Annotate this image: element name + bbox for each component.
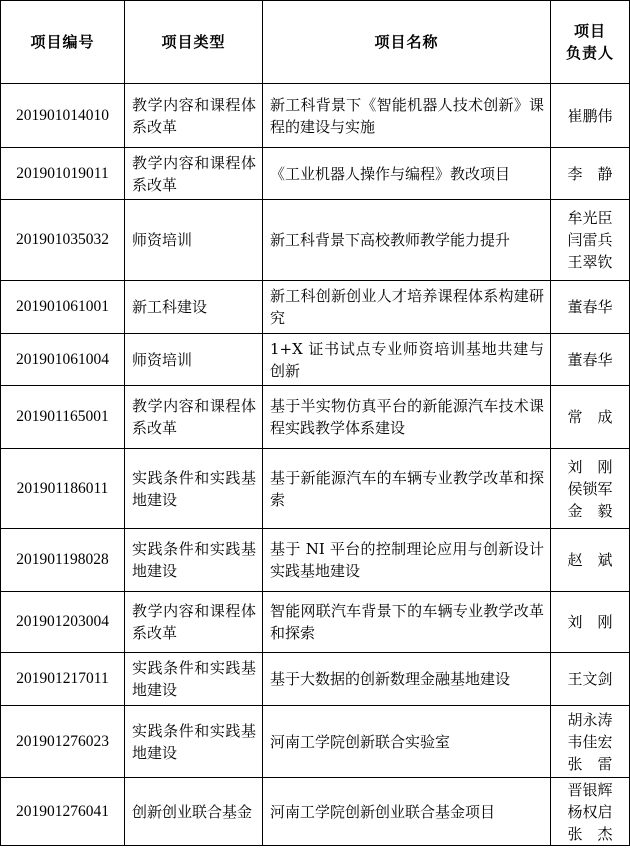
- project-type: 实践条件和实践基地建设: [125, 706, 263, 778]
- table-row: [1, 281, 630, 334]
- leader-name: 赵 斌: [567, 551, 613, 569]
- project-code: 201901203004: [1, 592, 125, 653]
- project-type: 师资培训: [125, 334, 263, 386]
- leader-name: 董春华: [567, 350, 613, 369]
- project-name: 新工科背景下高校教师教学能力提升: [263, 200, 551, 281]
- project-leaders: [551, 334, 630, 386]
- leader-name: 牟光臣: [567, 209, 613, 227]
- project-leaders: [551, 200, 630, 281]
- leader-name: 金 毅: [567, 501, 613, 520]
- table-row: [1, 386, 630, 449]
- project-type: 实践条件和实践基地建设: [125, 449, 263, 529]
- header-leader-line1: 项目: [573, 22, 606, 40]
- leader-name: 王翠钦: [567, 253, 613, 271]
- project-code: 201901061001: [1, 281, 125, 334]
- project-name: 基于新能源汽车的车辆专业教学改革和探索: [263, 449, 551, 529]
- project-code: 201901035032: [1, 200, 125, 281]
- table-row: [1, 653, 630, 706]
- project-code: 201901061004: [1, 334, 125, 386]
- header-code: 项目编号: [1, 1, 125, 84]
- leader-name: 刘 刚: [567, 613, 613, 631]
- leader-name: 崔鹏伟: [567, 106, 613, 125]
- project-name: 《工业机器人操作与编程》教改项目: [263, 148, 551, 200]
- leader-name: 张 杰: [567, 824, 613, 843]
- leader-name: 晋银辉: [567, 780, 613, 799]
- project-code: 201901019011: [1, 148, 125, 200]
- leader-name: 杨权启: [567, 802, 613, 821]
- project-code: 201901014010: [1, 84, 125, 148]
- table-row: [1, 529, 630, 592]
- project-leaders: [551, 653, 630, 706]
- project-name: 基于半实物仿真平台的新能源汽车技术课程实践教学体系建设: [263, 386, 551, 449]
- project-leaders: [551, 148, 630, 200]
- project-code: 201901276023: [1, 706, 125, 778]
- table-row: [1, 84, 630, 148]
- header-leader: [551, 1, 630, 84]
- project-type: 创新创业联合基金: [125, 778, 263, 846]
- project-leaders: [551, 84, 630, 148]
- project-type: 教学内容和课程体系改革: [125, 592, 263, 653]
- project-type: 实践条件和实践基地建设: [125, 653, 263, 706]
- project-name: 基于 NI 平台的控制理论应用与创新设计实践基地建设: [263, 529, 551, 592]
- table-row: [1, 148, 630, 200]
- leader-name: 侯锁军: [567, 479, 613, 498]
- project-leaders: [551, 281, 630, 334]
- project-type: 实践条件和实践基地建设: [125, 529, 263, 592]
- project-leaders: [551, 449, 630, 529]
- project-name: 河南工学院创新联合实验室: [263, 706, 551, 778]
- table-row: [1, 778, 630, 846]
- project-code: 201901186011: [1, 449, 125, 529]
- project-name: 基于大数据的创新数理金融基地建设: [263, 653, 551, 706]
- project-name: 新工科背景下《智能机器人技术创新》课程的建设与实施: [263, 84, 551, 148]
- table-row: [1, 706, 630, 778]
- header-leader-line2: 负责人: [565, 44, 614, 62]
- leader-name: 李 静: [567, 164, 613, 183]
- project-name: 1+X 证书试点专业师资培训基地共建与创新: [263, 334, 551, 386]
- leader-name: 胡永涛: [567, 710, 613, 729]
- table-row: [1, 449, 630, 529]
- project-leaders: [551, 778, 630, 846]
- leader-name: 刘 刚: [567, 457, 613, 476]
- table-row: [1, 592, 630, 653]
- leader-name: 闫雷兵: [567, 231, 613, 249]
- project-code: 201901217011: [1, 653, 125, 706]
- project-code: 201901198028: [1, 529, 125, 592]
- project-leaders: [551, 386, 630, 449]
- project-type: 师资培训: [125, 200, 263, 281]
- project-type: 教学内容和课程体系改革: [125, 148, 263, 200]
- project-leaders: [551, 706, 630, 778]
- table-body: [1, 84, 630, 846]
- project-name: 智能网联汽车背景下的车辆专业教学改革和探索: [263, 592, 551, 653]
- project-type: 教学内容和课程体系改革: [125, 386, 263, 449]
- leader-name: 张 雷: [567, 754, 613, 773]
- header-row: [1, 1, 630, 84]
- project-leaders: [551, 529, 630, 592]
- project-leaders: [551, 592, 630, 653]
- table-row: [1, 200, 630, 281]
- project-name: 新工科创新创业人才培养课程体系构建研究: [263, 281, 551, 334]
- project-code: 201901276041: [1, 778, 125, 846]
- leader-name: 董春华: [567, 298, 613, 316]
- project-type: 教学内容和课程体系改革: [125, 84, 263, 148]
- project-code: 201901165001: [1, 386, 125, 449]
- project-name: 河南工学院创新创业联合基金项目: [263, 778, 551, 846]
- header-name: 项目名称: [263, 1, 551, 84]
- header-type: 项目类型: [125, 1, 263, 84]
- table-row: [1, 334, 630, 386]
- leader-name: 王文剑: [567, 670, 613, 688]
- project-type: 新工科建设: [125, 281, 263, 334]
- leader-name: 韦佳宏: [567, 732, 613, 751]
- leader-name: 常 成: [567, 408, 613, 426]
